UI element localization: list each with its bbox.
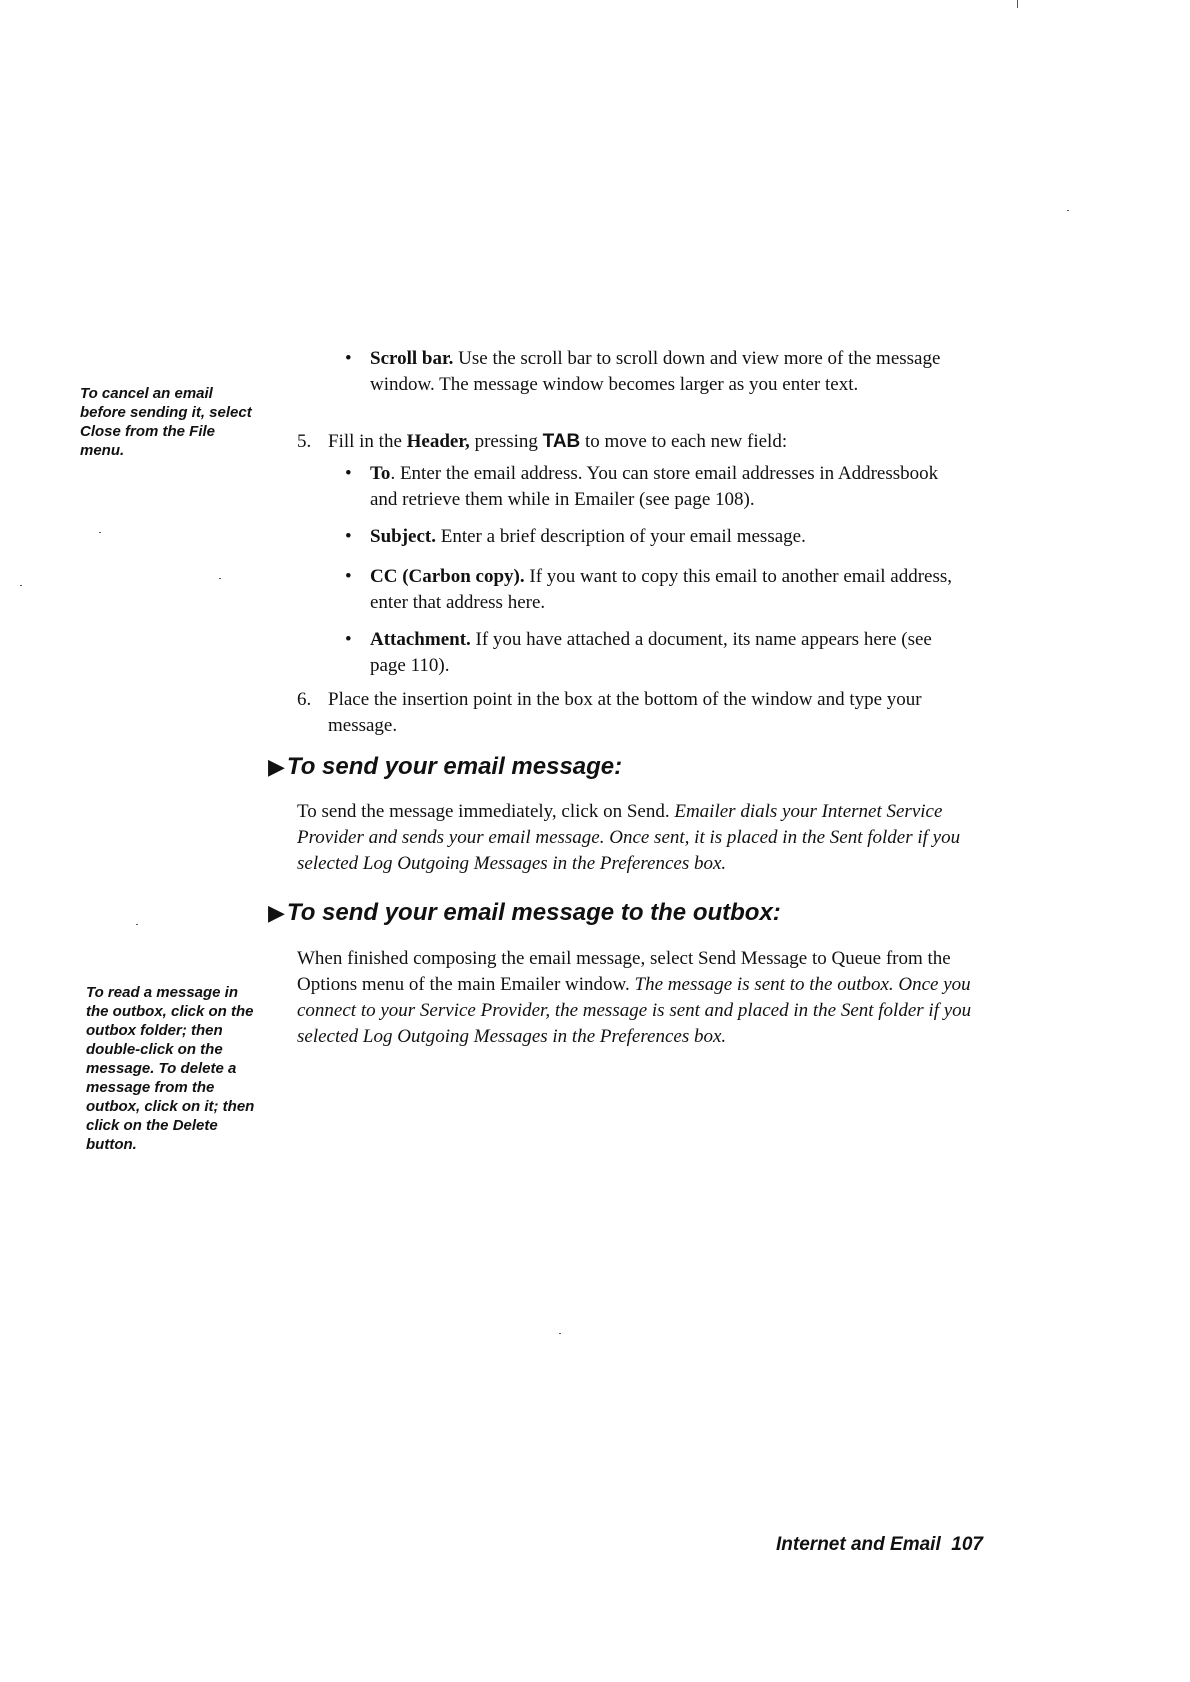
paragraph-plain: When finished composing the email message, select Send Message to Queue from the Options menu of the main Emailer window. — [297, 948, 951, 995]
bullet-icon: • — [345, 526, 352, 547]
scan-speck — [136, 924, 138, 925]
bullet-term: Subject. — [370, 526, 436, 547]
step-5 — [297, 429, 977, 455]
bullet-scroll-bar — [345, 346, 965, 398]
bullet-text: If you want to copy this email to another email address, enter that address here. — [370, 566, 953, 613]
bullet-text: Use the scroll bar to scroll down and view more of the message window. The message window becomes larger as you enter text. — [370, 348, 941, 395]
scan-speck — [99, 532, 101, 533]
step-6 — [297, 687, 977, 739]
paragraph-italic: The message is sent to the outbox. Once you connect to your Service Provider, the message is sent and placed in the Sent folder if you selected Log Outgoing Messages in the Preferences box. — [297, 974, 972, 1047]
footer-section: Internet and Email — [776, 1534, 941, 1555]
margin-note-cancel: To cancel an email before sending it, select Close from the File menu. — [80, 385, 252, 459]
step-text-mid: pressing — [469, 431, 543, 452]
bullet-subject — [345, 524, 965, 550]
section-heading-send — [268, 752, 622, 782]
scan-speck — [559, 1333, 561, 1334]
step-key-tab: TAB — [542, 431, 581, 452]
heading-text: To send your email message: — [286, 753, 623, 780]
scan-speck — [219, 578, 221, 579]
bullet-cc — [345, 564, 965, 616]
bullet-attachment — [345, 627, 965, 679]
bullet-term: Scroll bar. — [370, 348, 454, 369]
bullet-term: Attachment. — [370, 629, 471, 650]
heading-text: To send your email message to the outbox: — [286, 899, 781, 926]
bullet-term: CC (Carbon copy). — [370, 566, 525, 587]
scan-speck — [1067, 210, 1069, 211]
bullet-term: To — [370, 463, 391, 484]
step-term-header: Header, — [406, 431, 470, 452]
bullet-text: Enter a brief description of your email message. — [435, 526, 806, 547]
step-text: Place the insertion point in the box at the bottom of the window and type your message. — [328, 689, 922, 736]
bullet-icon: • — [345, 566, 352, 587]
step-number: 6. — [297, 689, 312, 710]
step-text-post: to move to each new field: — [580, 431, 788, 452]
paragraph-send — [297, 799, 977, 877]
bullet-icon: • — [345, 348, 352, 369]
paragraph-outbox — [297, 946, 987, 1050]
scan-speck — [1017, 0, 1018, 8]
step-number: 5. — [297, 431, 312, 452]
scan-speck — [20, 585, 22, 586]
page-footer — [776, 1534, 983, 1556]
bullet-icon: • — [345, 463, 352, 484]
bullet-text: If you have attached a document, its name appears here (see page 110). — [370, 629, 932, 676]
bullet-icon: • — [345, 629, 352, 650]
arrow-right-icon: ▶ — [268, 900, 285, 925]
arrow-right-icon: ▶ — [268, 754, 285, 779]
paragraph-italic: Emailer dials your Internet Service Provider and sends your email message. Once sent, it is placed in the Sent folder if you selected Log Outgoing Messages in the Preferences box. — [297, 801, 961, 874]
step-text-pre: Fill in the — [328, 431, 407, 452]
section-heading-outbox — [268, 898, 781, 928]
margin-note-outbox: To read a message in the outbox, click on the outbox folder; then double-click on the message. To delete a message from the outbox, click on it; then click on the Delete button. — [86, 984, 255, 1153]
bullet-to — [345, 461, 965, 513]
page-number: 107 — [951, 1534, 983, 1555]
paragraph-plain: To send the message immediately, click on Send. — [297, 801, 675, 822]
bullet-text: . Enter the email address. You can store email addresses in Addressbook and retrieve them while in Emailer (see page 108). — [370, 463, 939, 510]
